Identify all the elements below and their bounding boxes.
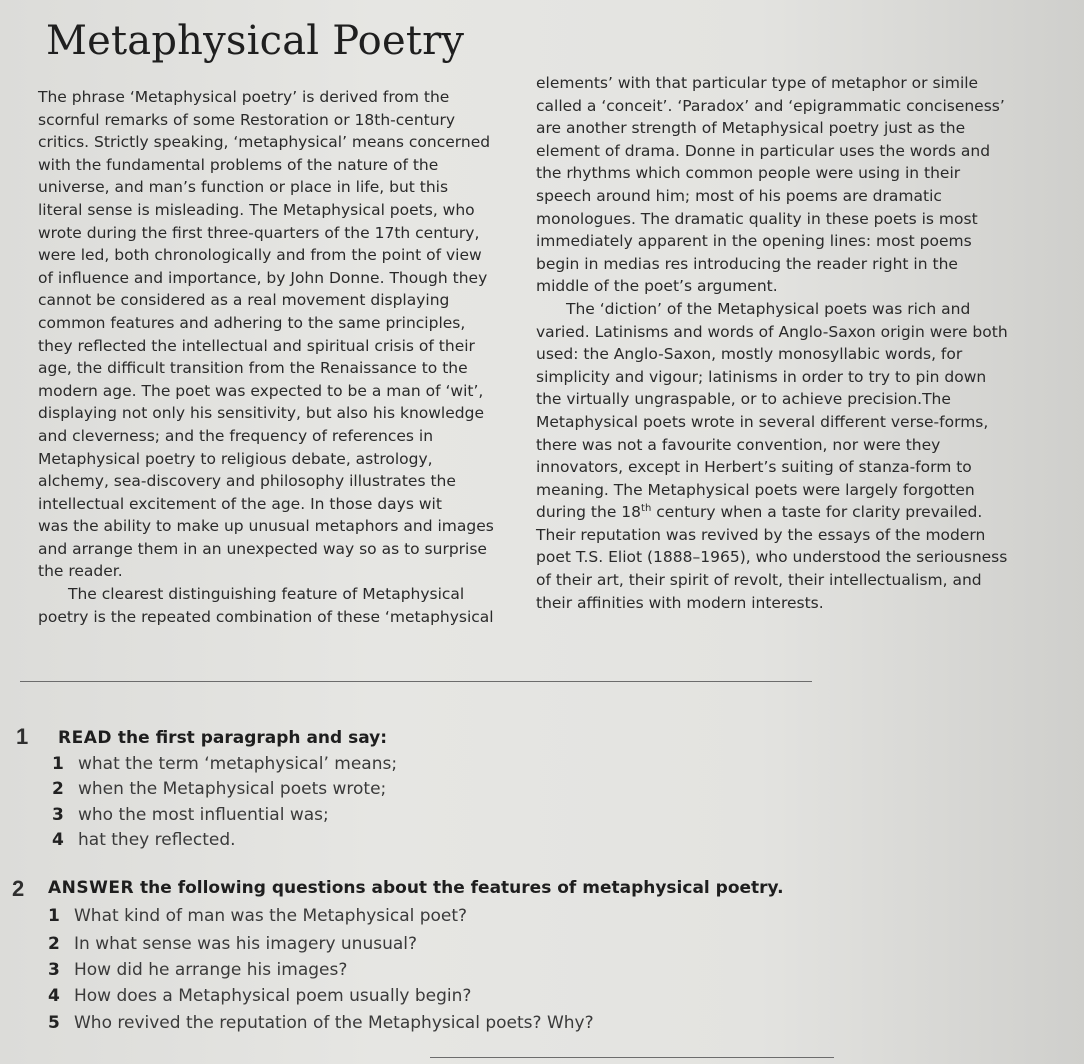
exercise-keyword: ANSWER	[48, 878, 135, 898]
question-text: How does a Metaphysical poem usually begin?	[74, 986, 472, 1006]
text-line: displaying not only his sensitivity, but also his knowledge	[38, 404, 484, 423]
exercise-number: 2	[12, 876, 25, 901]
question-item	[52, 805, 329, 825]
question-number: 2	[48, 934, 60, 954]
text-line: element of drama. Donne in particular uses the words and	[536, 141, 991, 160]
text-line: and arrange them in an unexpected way so as to surprise	[38, 539, 487, 558]
text-line: was the ability to make up unusual metaphors and images	[38, 517, 494, 536]
text-line: of their art, their spirit of revolt, their intellectualism, and	[536, 571, 982, 590]
question-item	[48, 960, 347, 980]
text-line: The clearest distinguishing feature of Metaphysical	[68, 585, 465, 604]
question-item	[48, 1013, 594, 1033]
question-number: 4	[52, 830, 64, 850]
question-number: 3	[48, 960, 60, 980]
text-line: The phrase ‘Metaphysical poetry’ is derived from the	[38, 88, 450, 106]
text-line: alchemy, sea-discovery and philosophy illustrates the	[38, 472, 456, 491]
text-line: poetry is the repeated combination of these ‘metaphysical	[38, 607, 494, 626]
exercise-number: 1	[16, 724, 29, 749]
question-number: 3	[52, 805, 64, 825]
question-number: 4	[48, 986, 60, 1006]
text-fragment: during the 18	[536, 503, 642, 522]
question-item	[52, 830, 236, 850]
question-text: How did he arrange his images?	[74, 960, 348, 980]
text-line: they reflected the intellectual and spiritual crisis of their	[38, 336, 475, 355]
text-line: simplicity and vigour; latinisms in order to try to pin down	[536, 367, 987, 386]
text-line: Their reputation was revived by the essays of the modern	[536, 525, 986, 544]
text-line: the virtually ungraspable, or to achieve precision.The	[536, 390, 951, 409]
question-item	[48, 906, 467, 926]
text-line: common features and adhering to the same principles,	[38, 313, 466, 332]
text-line: immediately apparent in the opening lines: most poems	[536, 232, 972, 251]
text-line: there was not a favourite convention, nor were they	[536, 435, 941, 454]
right-column-text	[536, 72, 1056, 614]
text-line: poet T.S. Eliot (1888–1965), who understood the seriousness	[536, 548, 1008, 567]
question-text: who the most influential was;	[78, 805, 329, 825]
question-text: hat they reflected.	[78, 830, 236, 850]
question-text: What kind of man was the Metaphysical poet?	[74, 906, 468, 926]
question-item	[48, 934, 417, 954]
text-line: universe, and man’s function or place in life, but this	[38, 178, 449, 197]
text-line: middle of the poet’s argument.	[536, 277, 778, 296]
question-number: 1	[48, 906, 60, 926]
question-number: 5	[48, 1013, 60, 1033]
left-column-text	[38, 86, 523, 628]
text-line: the reader.	[38, 562, 123, 581]
text-line: of influence and importance, by John Donne. Though they	[38, 268, 488, 287]
question-text: when the Metaphysical poets wrote;	[78, 779, 387, 799]
exercise-keyword: READ	[58, 728, 112, 748]
text-line: scornful remarks of some Restoration or 18th-century	[38, 110, 456, 129]
text-line: begin in medias res introducing the reader right in the	[536, 254, 958, 273]
text-line: elements’ with that particular type of metaphor or simile	[536, 74, 979, 92]
exercise-instruction: the following questions about the features of metaphysical poetry.	[134, 878, 784, 898]
question-text: Who revived the reputation of the Metaphysical poets? Why?	[74, 1013, 594, 1033]
text-line: The ‘diction’ of the Metaphysical poets was rich and	[566, 299, 971, 318]
section-divider	[20, 681, 812, 682]
text-line: called a ‘conceit’. ‘Paradox’ and ‘epigrammatic conciseness’	[536, 96, 1005, 115]
question-item	[48, 986, 471, 1006]
text-line: the rhythms which common people were using in their	[536, 164, 961, 183]
question-text: In what sense was his imagery unusual?	[74, 934, 418, 954]
exercise-heading	[48, 878, 784, 898]
text-line: were led, both chronologically and from the point of view	[38, 246, 482, 265]
question-number: 2	[52, 779, 64, 799]
bottom-divider	[430, 1057, 834, 1058]
text-line: Metaphysical poets wrote in several different verse-forms,	[536, 412, 989, 431]
question-item	[52, 754, 397, 774]
superscript: th	[641, 503, 652, 515]
text-line: Metaphysical poetry to religious debate, astrology,	[38, 449, 433, 468]
exercise-instruction: the first paragraph and say:	[111, 728, 388, 748]
text-line: age, the difficult transition from the Renaissance to the	[38, 359, 468, 378]
text-line: critics. Strictly speaking, ‘metaphysical’ means concerned	[38, 133, 491, 152]
question-item	[52, 779, 386, 799]
text-line: used: the Anglo-Saxon, mostly monosyllabic words, for	[536, 345, 963, 364]
question-number: 1	[52, 754, 64, 774]
question-text: what the term ‘metaphysical’ means;	[78, 754, 398, 774]
text-line: their affinities with modern interests.	[536, 593, 824, 612]
text-line: cannot be considered as a real movement displaying	[38, 291, 450, 310]
page-title: Metaphysical Poetry	[46, 18, 465, 64]
text-line: with the fundamental problems of the nature of the	[38, 155, 439, 174]
text-line: speech around him; most of his poems are dramatic	[536, 186, 942, 205]
text-line: are another strength of Metaphysical poetry just as the	[536, 119, 966, 138]
text-line: meaning. The Metaphysical poets were largely forgotten	[536, 480, 975, 499]
text-line	[536, 501, 1056, 524]
text-line: varied. Latinisms and words of Anglo-Saxon origin were both	[536, 322, 1008, 341]
text-line: wrote during the first three-quarters of the 17th century,	[38, 223, 480, 242]
text-line: and cleverness; and the frequency of references in	[38, 426, 434, 445]
text-fragment: century when a taste for clarity prevailed.	[651, 503, 983, 522]
text-line: intellectual excitement of the age. In those days wit	[38, 494, 442, 513]
text-line: innovators, except in Herbert’s suiting of stanza-form to	[536, 458, 972, 477]
exercise-heading	[58, 728, 387, 748]
text-line: literal sense is misleading. The Metaphysical poets, who	[38, 200, 475, 219]
text-line: modern age. The poet was expected to be a man of ‘wit’,	[38, 381, 484, 400]
text-line: monologues. The dramatic quality in these poets is most	[536, 209, 978, 228]
